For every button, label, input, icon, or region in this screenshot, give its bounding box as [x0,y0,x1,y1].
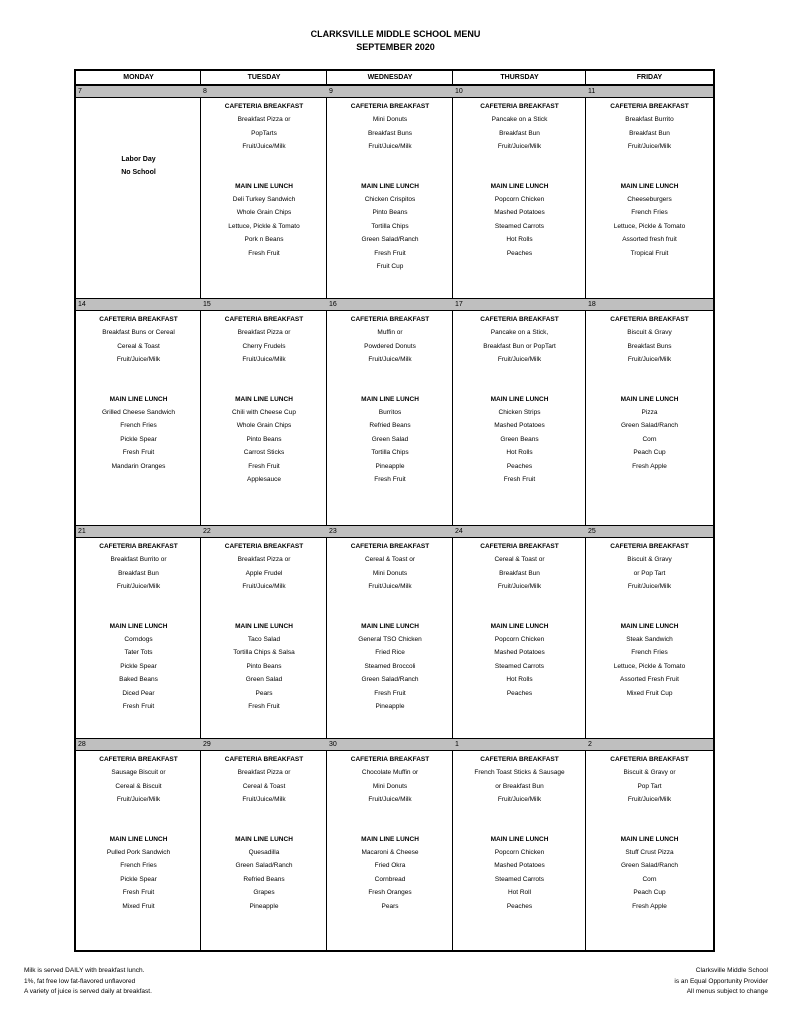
lunch-item: Chili with Cheese Cup [232,408,296,416]
meal-spacer [327,594,453,620]
day-cell [201,525,327,738]
lunch-item: Hot Roll [507,889,532,897]
lunch-item: Grilled Cheese Sandwich [102,408,175,416]
lunch-item: Green Beans [500,435,539,443]
lunch-item: Peach Cup [633,889,666,897]
weekday-header: WEDNESDAY [367,74,413,81]
breakfast-heading: CAFETERIA BREAKFAST [480,543,559,550]
breakfast-item: Powdered Donuts [364,342,416,350]
breakfast-item: Breakfast Pizza or [237,329,291,337]
day-cell [327,85,453,298]
meal-spacer [327,367,453,393]
lunch-heading: MAIN LINE LUNCH [490,835,549,843]
breakfast-item: Cereal & Biscuit [115,782,162,790]
date-number: 1 [455,741,459,748]
lunch-heading: MAIN LINE LUNCH [361,182,419,190]
lunch-heading: MAIN LINE LUNCH [490,182,549,190]
footer-note: is an Equal Opportunity Provider [674,977,768,985]
lunch-item: Baked Beans [119,676,158,684]
footer-note: A variety of juice is served daily at breakfast. [24,988,152,995]
lunch-item: Taco Salad [247,635,281,643]
breakfast-item: Biscuit & Gravy or [623,769,676,777]
lunch-heading: MAIN LINE LUNCH [109,835,168,843]
footer-note: All menus subject to change [686,988,768,995]
week-row [76,85,713,298]
meal-list [76,313,201,473]
lunch-item: Peaches [506,462,533,470]
lunch-heading: MAIN LINE LUNCH [361,395,419,403]
breakfast-heading: CAFETERIA BREAKFAST [480,756,559,763]
breakfast-item: Cereal & Toast [117,342,160,350]
breakfast-item: Cherry Frudels [242,342,286,350]
meal-spacer [201,807,327,833]
lunch-item: Mixed Fruit [122,902,155,910]
breakfast-item: Breakfast Bun [629,129,670,137]
lunch-item: Hot Rolls [506,449,533,457]
weekday-header-row [76,71,713,85]
lunch-item: Peach Cup [633,449,666,457]
lunch-item: Green Salad/Ranch [235,862,293,870]
lunch-item: Corndogs [124,635,153,643]
meal-list [586,313,713,473]
date-number: 23 [329,528,337,535]
lunch-item: Fresh Fruit [122,702,155,710]
breakfast-item: Fruit/Juice/Milk [627,796,672,804]
lunch-item: Pulled Pork Sandwich [106,848,171,856]
breakfast-item: Pancake on a Stick, [490,329,549,337]
weekday-header: FRIDAY [636,74,663,81]
lunch-item: Popcorn Chicken [494,195,545,203]
lunch-item: Whole Grain Chips [236,209,292,217]
meal-list [76,540,201,713]
lunch-item: Pinto Beans [372,209,408,217]
breakfast-item: Breakfast Buns [367,129,413,137]
lunch-item: Fresh Fruit [248,462,280,470]
lunch-item: Pinto Beans [246,662,282,670]
breakfast-item: Cereal & Toast or [364,556,416,564]
breakfast-item: Breakfast Burrito [625,116,674,124]
day-cell [327,298,453,525]
meal-spacer [201,154,327,180]
lunch-item: Steamed Carrots [494,875,545,883]
lunch-item: Mashed Potatoes [494,649,545,657]
day-cell [201,738,327,950]
lunch-item: Pineapple [249,902,279,910]
lunch-item: Pineapple [375,462,405,470]
lunch-item: Refried Beans [369,422,411,430]
day-cell [453,298,586,525]
day-cell [76,85,201,298]
day-cell [453,525,586,738]
lunch-item: Fruit Cup [376,262,404,270]
date-number: 24 [455,528,463,535]
lunch-heading: MAIN LINE LUNCH [109,395,168,403]
date-number: 2 [588,741,592,748]
lunch-item: French Fries [631,649,668,657]
lunch-heading: MAIN LINE LUNCH [620,835,679,843]
lunch-item: Applesauce [247,475,281,483]
lunch-heading: MAIN LINE LUNCH [361,835,419,843]
lunch-item: Pears [381,902,399,910]
breakfast-item: French Toast Sticks & Sausage [474,769,565,777]
date-number: 22 [203,528,211,535]
date-number: 14 [78,301,86,308]
date-number: 29 [203,741,211,748]
lunch-item: Fresh Fruit [374,249,406,257]
meal-spacer [327,807,453,833]
breakfast-heading: CAFETERIA BREAKFAST [610,103,689,110]
lunch-item: Cheeseburgers [627,195,672,203]
date-number: 28 [78,741,86,748]
breakfast-item: Fruit/Juice/Milk [242,583,286,591]
meal-spacer [453,367,586,393]
breakfast-item: Fruit/Juice/Milk [116,583,161,591]
week-row [76,738,713,950]
breakfast-item: Fruit/Juice/Milk [497,356,542,364]
day-cell [586,525,713,738]
lunch-item: Pinto Beans [246,435,282,443]
lunch-item: Pickle Spear [120,875,157,883]
lunch-item: Lettuce, Pickle & Tomato [613,222,686,230]
meal-list [586,100,713,260]
breakfast-item: Mini Donuts [372,116,408,124]
lunch-item: General TSO Chicken [358,635,422,643]
lunch-item: Fresh Apple [632,902,667,910]
breakfast-heading: CAFETERIA BREAKFAST [350,316,430,323]
breakfast-heading: CAFETERIA BREAKFAST [350,756,430,763]
week-row [76,525,713,738]
breakfast-item: Apple Frudel [245,569,283,577]
lunch-item: Chicken Crispitos [364,195,416,203]
date-number: 7 [78,88,82,95]
meal-list [586,753,713,913]
lunch-item: Hot Rolls [506,236,533,244]
lunch-item: Pickle Spear [120,662,157,670]
lunch-item: Mashed Potatoes [494,422,545,430]
lunch-heading: MAIN LINE LUNCH [235,835,293,843]
breakfast-heading: CAFETERIA BREAKFAST [224,103,304,110]
footer-note: Clarksville Middle School [695,967,768,974]
lunch-item: Tropical Fruit [630,249,669,257]
day-cell [76,298,201,525]
breakfast-item: Fruit/Juice/Milk [368,796,412,804]
breakfast-item: Fruit/Juice/Milk [242,356,286,364]
lunch-item: Refried Beans [243,875,285,883]
breakfast-heading: CAFETERIA BREAKFAST [224,543,304,550]
lunch-item: Fresh Fruit [122,449,155,457]
day-cell [586,298,713,525]
lunch-item: Grapes [253,889,275,897]
meal-spacer [76,594,201,620]
breakfast-heading: CAFETERIA BREAKFAST [610,543,689,550]
lunch-item: Chicken Strips [498,408,541,416]
lunch-item: French Fries [631,209,668,217]
breakfast-heading: CAFETERIA BREAKFAST [480,316,559,323]
lunch-item: Steak Sandwich [626,635,673,643]
lunch-heading: MAIN LINE LUNCH [620,622,679,630]
day-cell [453,738,586,950]
day-cell [76,738,201,950]
lunch-heading: MAIN LINE LUNCH [490,622,549,630]
date-number: 25 [588,528,596,535]
breakfast-item: Breakfast Bun [499,129,540,137]
breakfast-item: or Breakfast Bun [495,782,544,790]
breakfast-heading: CAFETERIA BREAKFAST [224,756,304,763]
lunch-heading: MAIN LINE LUNCH [620,182,679,190]
page-title: CLARKSVILLE MIDDLE SCHOOL MENU [310,29,481,39]
breakfast-item: Pancake on a Stick [491,116,548,124]
lunch-item: Tater Tots [124,649,153,657]
meal-list [201,313,327,486]
holiday-line: No School [121,169,156,177]
lunch-item: Fresh Fruit [374,689,406,697]
lunch-item: Popcorn Chicken [494,848,545,856]
date-number: 11 [588,88,596,95]
lunch-item: Corn [642,875,657,883]
lunch-item: French Fries [120,422,157,430]
meal-spacer [201,594,327,620]
date-number: 30 [329,741,337,748]
lunch-item: Pork n Beans [244,236,284,244]
lunch-item: Stuff Crust Pizza [625,848,674,856]
lunch-item: Peaches [506,689,533,697]
breakfast-item: Fruit/Juice/Milk [116,796,161,804]
lunch-item: Fresh Fruit [122,889,155,897]
weekday-header: THURSDAY [500,74,539,81]
day-cell [453,85,586,298]
meal-spacer [76,367,201,393]
lunch-item: Quesadilla [248,848,280,856]
lunch-item: Tortilla Chips & Salsa [233,649,295,657]
breakfast-heading: CAFETERIA BREAKFAST [610,316,689,323]
lunch-item: Pineapple [375,702,405,710]
lunch-item: Green Salad/Ranch [620,422,679,430]
breakfast-item: Biscuit & Gravy [627,329,672,337]
lunch-item: Mixed Fruit Cup [626,689,673,697]
lunch-item: Steamed Broccoli [364,662,416,670]
lunch-item: Fried Rice [375,649,405,657]
lunch-item: Cornbread [374,875,406,883]
breakfast-heading: CAFETERIA BREAKFAST [610,756,689,763]
lunch-item: French Fries [120,862,157,870]
lunch-item: Fresh Fruit [374,475,406,483]
lunch-item: Peaches [506,902,533,910]
meal-list [201,100,327,260]
breakfast-item: Breakfast Pizza or [237,116,291,124]
breakfast-item: Fruit/Juice/Milk [627,583,672,591]
meal-list [453,753,586,913]
day-cell [327,525,453,738]
lunch-item: Tortilla Chips [371,449,409,457]
footer-note: Milk is served DAILY with breakfast lunch. [24,967,145,974]
meal-list [327,540,453,713]
breakfast-item: Fruit/Juice/Milk [116,356,161,364]
lunch-item: Fresh Fruit [503,475,536,483]
date-number: 21 [78,528,86,535]
day-cell [586,85,713,298]
breakfast-heading: CAFETERIA BREAKFAST [480,103,559,110]
date-number: 17 [455,301,463,308]
lunch-heading: MAIN LINE LUNCH [109,622,168,630]
breakfast-item: Pop Tart [637,782,662,790]
breakfast-item: Cereal & Toast or [494,556,545,564]
lunch-item: Popcorn Chicken [494,635,545,643]
lunch-item: Green Salad [245,676,283,684]
breakfast-item: Fruit/Juice/Milk [242,796,286,804]
lunch-item: Fresh Oranges [368,889,412,897]
lunch-item: Steamed Carrots [494,222,545,230]
lunch-item: Pickle Spear [120,435,157,443]
breakfast-item: PopTarts [251,129,277,137]
lunch-item: Fresh Fruit [248,702,280,710]
breakfast-item: Fruit/Juice/Milk [242,143,286,151]
lunch-item: Lettuce, Pickle & Tomato [613,662,686,670]
lunch-item: Deli Turkey Sandwich [232,195,296,203]
meal-spacer [586,807,713,833]
breakfast-item: Breakfast Buns [627,342,672,350]
page-subtitle: SEPTEMBER 2020 [356,42,435,52]
breakfast-item: Biscuit & Gravy [627,556,672,564]
day-cell [201,298,327,525]
lunch-item: Fresh Fruit [248,249,280,257]
holiday-line: Labor Day [121,156,156,163]
meal-list [586,540,713,700]
lunch-item: Assorted Fresh Fruit [620,676,679,684]
meal-spacer [327,154,453,180]
breakfast-item: Fruit/Juice/Milk [497,143,542,151]
meal-list [76,753,201,913]
breakfast-item: Fruit/Juice/Milk [368,583,412,591]
breakfast-item: Mini Donuts [372,569,408,577]
breakfast-heading: CAFETERIA BREAKFAST [350,103,430,110]
day-cell [327,738,453,950]
meal-list [453,313,586,486]
meal-list [453,100,586,260]
lunch-heading: MAIN LINE LUNCH [235,395,293,403]
lunch-heading: MAIN LINE LUNCH [235,622,293,630]
meal-spacer [586,594,713,620]
breakfast-item: Breakfast Pizza or [237,769,291,777]
breakfast-item: Breakfast Bun [499,569,540,577]
meal-spacer [453,594,586,620]
lunch-item: Diced Pear [122,689,155,697]
meal-list [327,313,453,486]
lunch-item: Green Salad/Ranch [361,236,419,244]
lunch-heading: MAIN LINE LUNCH [620,395,679,403]
breakfast-heading: CAFETERIA BREAKFAST [99,756,178,763]
breakfast-item: Breakfast Buns or Cereal [102,329,175,337]
breakfast-heading: CAFETERIA BREAKFAST [99,543,178,550]
meal-list [453,540,586,700]
meal-list [201,753,327,913]
footer-note: 1%, fat free low fat-flavored unflavored [24,977,136,985]
date-number: 15 [203,301,211,308]
day-cell [586,738,713,950]
lunch-item: Lettuce, Pickle & Tomato [228,222,300,230]
lunch-item: Hot Rolls [506,676,533,684]
breakfast-item: Breakfast Bun [118,569,159,577]
lunch-heading: MAIN LINE LUNCH [490,395,549,403]
meal-spacer [586,367,713,393]
lunch-item: Assorted fresh fruit [622,236,677,244]
date-number: 18 [588,301,596,308]
breakfast-item: Breakfast Bun or PopTart [483,342,556,350]
day-cell [76,525,201,738]
week-row [76,298,713,525]
date-number: 8 [203,88,207,95]
meal-spacer [453,154,586,180]
lunch-item: Tortilla Chips [371,222,409,230]
footer-notes-left [24,966,152,998]
breakfast-item: Breakfast Pizza or [237,556,291,564]
lunch-item: Carrost Sticks [243,449,285,457]
lunch-item: Green Salad/Ranch [620,862,679,870]
breakfast-item: Fruit/Juice/Milk [627,356,672,364]
weekday-header: TUESDAY [247,74,281,81]
breakfast-item: Fruit/Juice/Milk [368,356,412,364]
lunch-item: Pizza [641,408,658,416]
meal-list [327,100,453,273]
day-cell [201,85,327,298]
lunch-item: Mashed Potatoes [494,209,545,217]
lunch-item: Green Salad [371,435,409,443]
lunch-heading: MAIN LINE LUNCH [235,182,293,190]
lunch-item: Green Salad/Ranch [361,676,419,684]
lunch-item: Peaches [506,249,533,257]
lunch-item: Steamed Carrots [494,662,545,670]
menu-calendar [74,69,715,952]
lunch-item: Macaroni & Cheese [361,848,419,856]
breakfast-heading: CAFETERIA BREAKFAST [350,543,430,550]
lunch-item: Whole Grain Chips [236,422,292,430]
breakfast-item: Muffin or [377,329,403,337]
lunch-item: Mashed Potatoes [494,862,545,870]
meal-list [201,540,327,713]
date-number: 16 [329,301,337,308]
lunch-item: Fresh Apple [632,462,667,470]
lunch-item: Mandarin Oranges [111,462,166,470]
lunch-heading: MAIN LINE LUNCH [361,622,419,630]
breakfast-item: Cereal & Toast [242,782,286,790]
breakfast-item: Mini Donuts [372,782,408,790]
date-number: 9 [329,88,333,95]
meal-spacer [201,367,327,393]
meal-spacer [586,154,713,180]
breakfast-item: Fruit/Juice/Milk [497,796,542,804]
meal-spacer [453,807,586,833]
lunch-item: Fried Okra [374,862,406,870]
holiday-notice [76,153,201,180]
breakfast-item: or Pop Tart [633,569,666,577]
breakfast-item: Breakfast Burrito or [110,556,167,564]
meal-list [327,753,453,913]
breakfast-heading: CAFETERIA BREAKFAST [224,316,304,323]
breakfast-item: Sausage Biscuit or [111,769,166,777]
meal-spacer [76,807,201,833]
lunch-item: Burritos [378,408,402,416]
weekday-header: MONDAY [123,74,154,81]
lunch-item: Corn [642,435,657,443]
breakfast-item: Fruit/Juice/Milk [497,583,542,591]
breakfast-item: Fruit/Juice/Milk [368,143,412,151]
date-number: 10 [455,88,463,95]
breakfast-item: Chocolate Muffin or [361,769,419,777]
footer-notes-right [674,966,768,998]
breakfast-item: Fruit/Juice/Milk [627,143,672,151]
breakfast-heading: CAFETERIA BREAKFAST [99,316,178,323]
lunch-item: Pears [255,689,273,697]
